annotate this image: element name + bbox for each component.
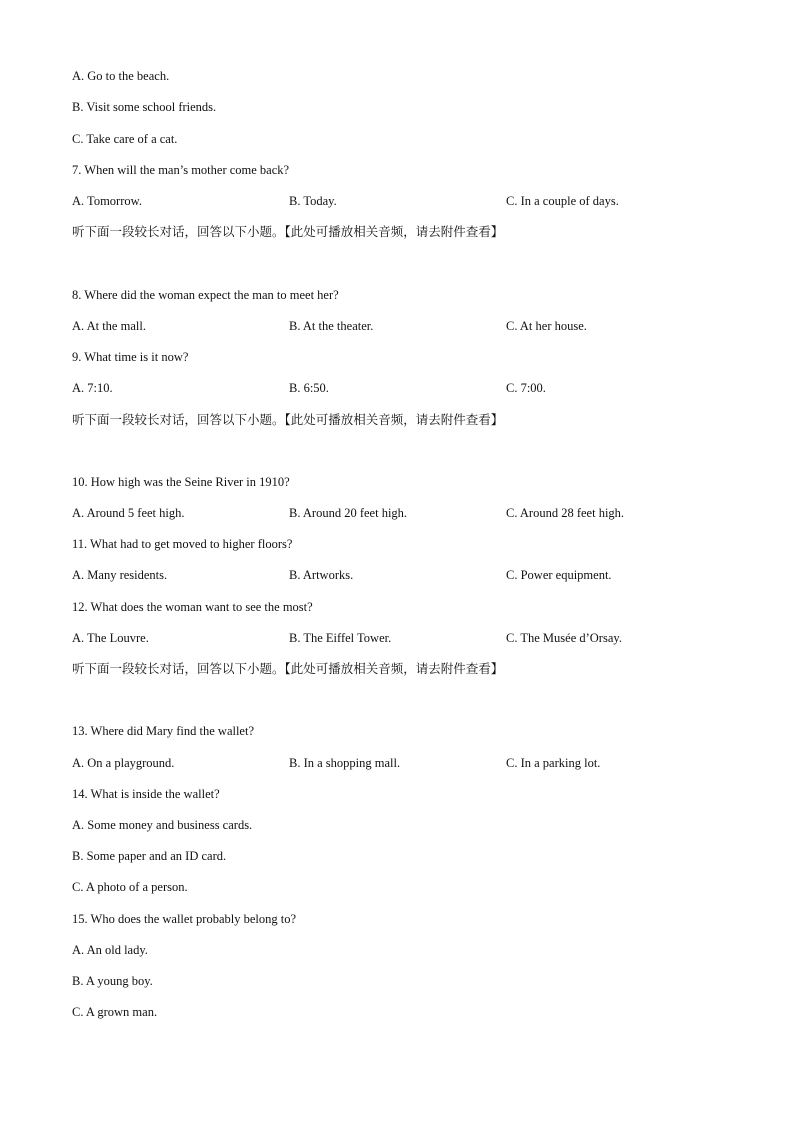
q6-option-b: B. Visit some school friends. [72,100,217,114]
q11-option-b: B. Artworks. [289,568,354,582]
q9-option-b: B. 6:50. [289,381,329,395]
q8-question: 8. Where did the woman expect the man to meet her? [72,288,339,302]
q8-option-a: A. At the mall. [72,319,146,333]
q10-option-c: C. Around 28 feet high. [506,506,625,520]
q15-option-c: C. A grown man. [72,1005,158,1019]
q11-option-a: A. Many residents. [72,568,168,582]
q14-question: 14. What is inside the wallet? [72,787,220,801]
q9-option-a: A. 7:10. [72,381,113,395]
q6-option-c: C. Take care of a cat. [72,132,178,146]
q14-option-b: B. Some paper and an ID card. [72,849,227,863]
q15-option-a: A. An old lady. [72,943,148,957]
q8-option-b: B. At the theater. [289,319,374,333]
q11-option-c: C. Power equipment. [506,568,612,582]
q8-option-c: C. At her house. [506,319,587,333]
q9-option-c: C. 7:00. [506,381,546,395]
audio-instruction-2: 听下面一段较长对话，回答以下小题。【此处可播放相关音频，请去附件查看】 [72,412,504,427]
q12-option-a: A. The Louvre. [72,631,149,645]
audio-instruction-3: 听下面一段较长对话，回答以下小题。【此处可播放相关音频，请去附件查看】 [72,661,504,676]
q15-option-b: B. A young boy. [72,974,153,988]
q12-question: 12. What does the woman want to see the most? [72,600,313,614]
q13-question: 13. Where did Mary find the wallet? [72,724,255,738]
q13-option-c: C. In a parking lot. [506,756,601,770]
q7-option-a: A. Tomorrow. [72,194,142,208]
q7-question: 7. When will the man’s mother come back? [72,163,290,177]
q11-question: 11. What had to get moved to higher floors? [72,537,293,551]
q9-question: 9. What time is it now? [72,350,189,364]
q12-option-c: C. The Musée d’Orsay. [506,631,622,645]
q6-option-a: A. Go to the beach. [72,69,170,83]
q7-option-b: B. Today. [289,194,337,208]
q13-option-a: A. On a playground. [72,756,175,770]
q12-option-b: B. The Eiffel Tower. [289,631,392,645]
q13-option-b: B. In a shopping mall. [289,756,401,770]
q14-option-c: C. A photo of a person. [72,880,188,894]
q14-option-a: A. Some money and business cards. [72,818,253,832]
q7-option-c: C. In a couple of days. [506,194,619,208]
q10-option-a: A. Around 5 feet high. [72,506,185,520]
q15-question: 15. Who does the wallet probably belong to? [72,912,297,926]
audio-instruction-1: 听下面一段较长对话，回答以下小题。【此处可播放相关音频，请去附件查看】 [72,224,504,239]
q10-question: 10. How high was the Seine River in 1910? [72,475,290,489]
q10-option-b: B. Around 20 feet high. [289,506,408,520]
